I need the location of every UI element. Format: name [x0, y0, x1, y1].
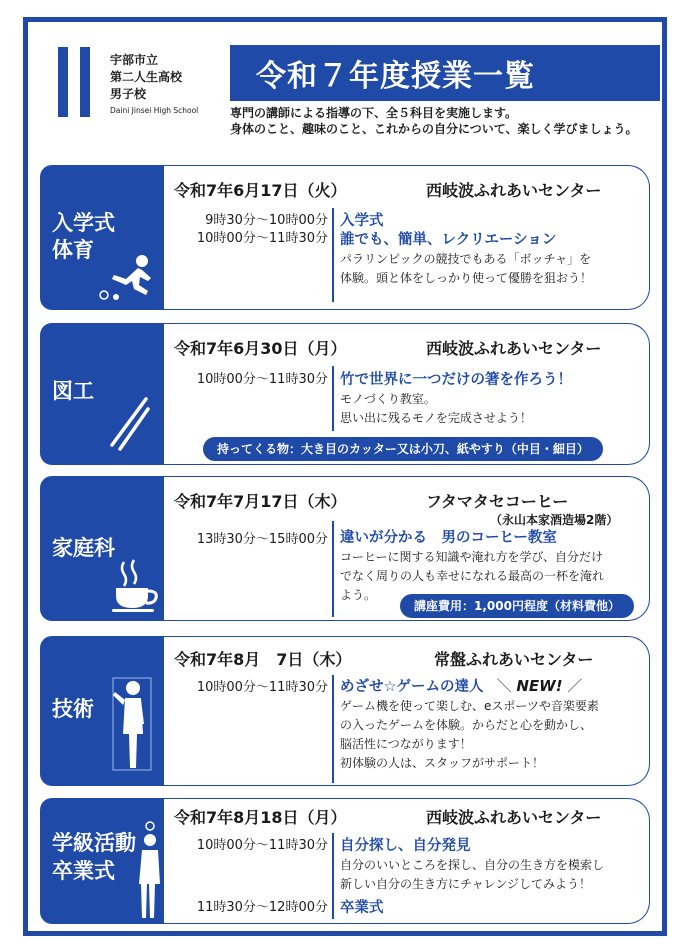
subject-label-1: 入学式	[52, 211, 115, 235]
intro-line-1: 専門の講師による指導の下、全５科目を実施します。	[230, 106, 518, 120]
class-desc-1: パラリンピックの競技でもある「ボッチャ」を	[340, 252, 592, 266]
coffee-cup-icon	[110, 558, 164, 614]
time-slot-1: 10時00分～11時30分	[196, 372, 328, 387]
class-desc-2: 体験。頭と体をしっかり使って優勝を狙おう！	[340, 271, 593, 285]
school-logo	[58, 47, 98, 117]
school-name: 第二人生高校	[110, 70, 183, 84]
class-place: 西岐波ふれあいセンター	[426, 181, 602, 200]
class-date: 令和7年6月17日（火）	[174, 181, 347, 200]
class-times	[172, 531, 328, 549]
subject-label-2: 卒業式	[52, 859, 115, 883]
class-date: 令和7年6月30日（月）	[174, 339, 347, 358]
subject-tab	[40, 323, 166, 465]
class-desc-3: 脳活性につながります！	[340, 737, 472, 751]
subject-tab	[40, 636, 166, 786]
school-city: 宇部市立	[110, 53, 159, 67]
class-title-1: 違いが分かる 男のコーヒー教室	[340, 530, 557, 546]
boccia-player-icon	[98, 253, 160, 303]
subject-tab	[40, 165, 166, 310]
class-place-sub: （永山本家酒造場2階）	[490, 513, 619, 527]
time-slot-1: 13時30分～15時00分	[196, 532, 328, 547]
divider	[332, 521, 334, 617]
class-times	[172, 679, 328, 697]
chopsticks-icon	[106, 395, 152, 451]
class-time-1	[172, 837, 328, 855]
class-times	[172, 371, 328, 389]
class-detail	[164, 636, 650, 786]
class-place: 西岐波ふれあいセンター	[426, 339, 602, 358]
class-desc-1: モノづくり教室。	[340, 392, 436, 406]
class-content	[340, 837, 643, 894]
class-content	[340, 371, 643, 428]
class-content	[340, 212, 643, 288]
class-place: フタマタセコーヒー	[426, 492, 569, 511]
class-time-2	[172, 899, 328, 917]
class-desc-2: でなく周りの人も幸せになれる最高の一杯を淹れ	[340, 569, 605, 583]
subject-label-1: 図工	[52, 379, 94, 403]
class-card-home-economics	[40, 476, 650, 621]
class-title-2: 卒業式	[340, 900, 384, 916]
class-date: 令和7年8月18日（月）	[174, 808, 347, 827]
school-name-block	[110, 52, 198, 117]
class-desc-1: 自分のいいところを探し、自分の生き方を模索し	[340, 858, 605, 872]
class-date: 令和7年7月17日（木）	[174, 492, 347, 511]
fee-note: 講座費用：1,000円程度（材料費他）	[400, 594, 634, 618]
class-title-1: 自分探し、自分発見	[340, 838, 471, 854]
divider	[332, 208, 334, 302]
class-desc-2: の入ったゲームを体験。からだと心を動かし、	[340, 718, 593, 732]
class-times	[172, 212, 328, 248]
time-slot-1: 10時00分～11時30分	[196, 680, 328, 695]
class-card-technology	[40, 636, 650, 786]
person-idea-icon	[136, 820, 164, 920]
class-detail	[164, 165, 650, 310]
school-english-name: Daini Jinsei High School	[110, 106, 199, 115]
time-slot-2: 10時00分～11時30分	[196, 231, 328, 246]
class-desc-1: ゲーム機を使って楽しむ、eスポーツや音楽要素	[340, 699, 599, 713]
class-content-2	[340, 899, 643, 918]
class-title-2: 誰でも、簡単、レクリエーション	[340, 232, 557, 248]
class-desc-3: よう。	[340, 588, 377, 602]
page-title-text: 令和７年度授業一覧	[256, 59, 535, 94]
class-title-1: めざせ☆ゲームの達人	[340, 679, 484, 695]
class-desc-4: 初体験の人は、スタッフがサポート！	[340, 756, 545, 770]
class-detail	[164, 798, 650, 924]
time-slot-2: 11時30分～12時00分	[196, 900, 328, 915]
class-place: 常盤ふれあいセンター	[434, 650, 594, 669]
subject-label-1: 技術	[52, 697, 94, 721]
subject-tab	[40, 798, 166, 924]
class-desc-1: コーヒーに関する知識や淹れ方を学び、自分だけ	[340, 550, 604, 564]
class-title-1: 竹で世界に一つだけの箸を作ろう！	[340, 372, 572, 388]
subject-label-2: 体育	[52, 238, 94, 262]
class-desc-2: 思い出に残るモノを完成させよう！	[340, 411, 532, 425]
class-content	[340, 677, 643, 773]
class-card-homeroom	[40, 798, 650, 924]
class-title-1: 入学式	[340, 213, 384, 229]
new-badge-label: NEW!	[516, 677, 563, 695]
divider	[332, 675, 334, 783]
divider	[332, 366, 334, 431]
subject-label-1: 家庭科	[52, 536, 115, 560]
subject-tab	[40, 476, 166, 621]
time-slot-1: 10時00分～11時30分	[196, 838, 328, 853]
time-slot-1: 9時30分～10時00分	[205, 213, 328, 228]
page-title	[230, 45, 660, 101]
subject-label-1: 学級活動	[52, 831, 136, 855]
class-title-row	[340, 677, 643, 697]
person-gesture-icon	[112, 674, 152, 772]
new-badge: ＼ NEW! ／	[496, 677, 583, 695]
school-type: 男子校	[110, 87, 147, 101]
class-date: 令和7年8月 7日（木）	[174, 650, 352, 669]
divider	[332, 833, 334, 919]
intro-line-2: 身体のこと、趣味のこと、これからの自分について、楽しく学びましょう。	[230, 122, 638, 136]
intro-text	[230, 105, 638, 137]
class-place: 西岐波ふれあいセンター	[426, 808, 602, 827]
class-card-pe	[40, 165, 650, 310]
bring-items-note: 持ってくる物：大き目のカッター又は小刀、紙やすり（中目・細目）	[203, 437, 603, 461]
class-desc-2: 新しい自分の生き方にチャレンジしてみよう！	[340, 877, 592, 891]
class-card-crafts	[40, 323, 650, 465]
